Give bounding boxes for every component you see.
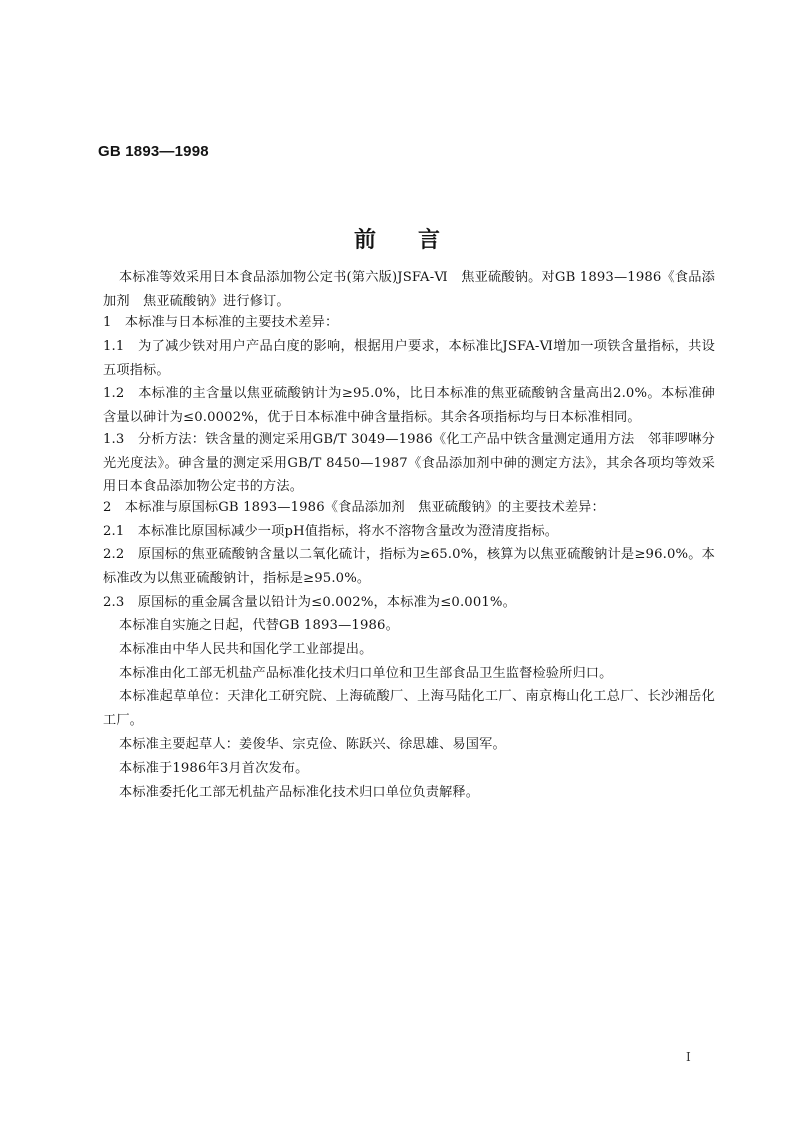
section-1-3: 1.3 分析方法：铁含量的测定采用GB/T 3049—1986《化工产品中铁含量测定通用方法 邻菲啰啉分光光度法》。砷含量的测定采用GB/T 8450—1987《食品添加剂中砷的测定方法》，其余各项均等效采用日本食品添加物公定书的方法。: [103, 432, 715, 494]
interpretation-note: 本标准委托化工部无机盐产品标准化技术归口单位负责解释。: [119, 785, 480, 800]
intro-paragraph: 本标准等效采用日本食品添加物公定书(第六版)JSFA-Ⅵ 焦亚硫酸钠。对GB 1893—1986《食品添加剂 焦亚硫酸钠》进行修订。: [103, 270, 715, 309]
page-title: 前言: [353, 228, 482, 253]
section-2-1: 2.1 本标准比原国标减少一项pH值指标，将水不溶物含量改为澄清度指标。: [103, 524, 559, 539]
responsible-unit-note: 本标准由化工部无机盐产品标准化技术归口单位和卫生部食品卫生监督检验所归口。: [119, 666, 613, 681]
section-2-2: 2.2 原国标的焦亚硫酸钠含量以二氧化硫计，指标为≥65.0%，核算为以焦亚硫酸钠计是≥96.0%。本标准改为以焦亚硫酸钠计，指标是≥95.0%。: [103, 547, 715, 586]
drafting-units: 本标准起草单位：天津化工研究院、上海硫酸厂、上海马陆化工厂、南京梅山化工总厂、长沙湘岳化工厂。: [103, 689, 715, 728]
first-release: 本标准于1986年3月首次发布。: [119, 761, 309, 776]
section-1-heading: 1 本标准与日本标准的主要技术差异：: [103, 315, 339, 330]
section-1-1: 1.1 为了减少铁对用户产品白度的影响，根据用户要求，本标准比JSFA-Ⅵ增加一项铁含量指标，共设五项指标。: [103, 339, 715, 378]
section-2-3: 2.3 原国标的重金属含量以铅计为≤0.002%，本标准为≤0.001%。: [103, 595, 516, 610]
drafters: 本标准主要起草人：姜俊华、宗克俭、陈跃兴、徐思雄、易国军。: [119, 737, 506, 752]
proposer-note: 本标准由中华人民共和国化学工业部提出。: [119, 642, 373, 657]
standard-code: GB 1893—1998: [98, 143, 209, 160]
section-1-2: 1.2 本标准的主含量以焦亚硫酸钠计为≥95.0%，比日本标准的焦亚硫酸钠含量高出2.0%。本标准砷含量以砷计为≤0.0002%，优于日本标准中砷含量指标。其余各项指标均与日本标准相同。: [103, 386, 715, 425]
section-2-heading: 2 本标准与原国标GB 1893—1986《食品添加剂 焦亚硫酸钠》的主要技术差异：: [103, 500, 605, 515]
page-number: I: [686, 1050, 691, 1064]
replacement-note: 本标准自实施之日起，代替GB 1893—1986。: [119, 618, 399, 633]
